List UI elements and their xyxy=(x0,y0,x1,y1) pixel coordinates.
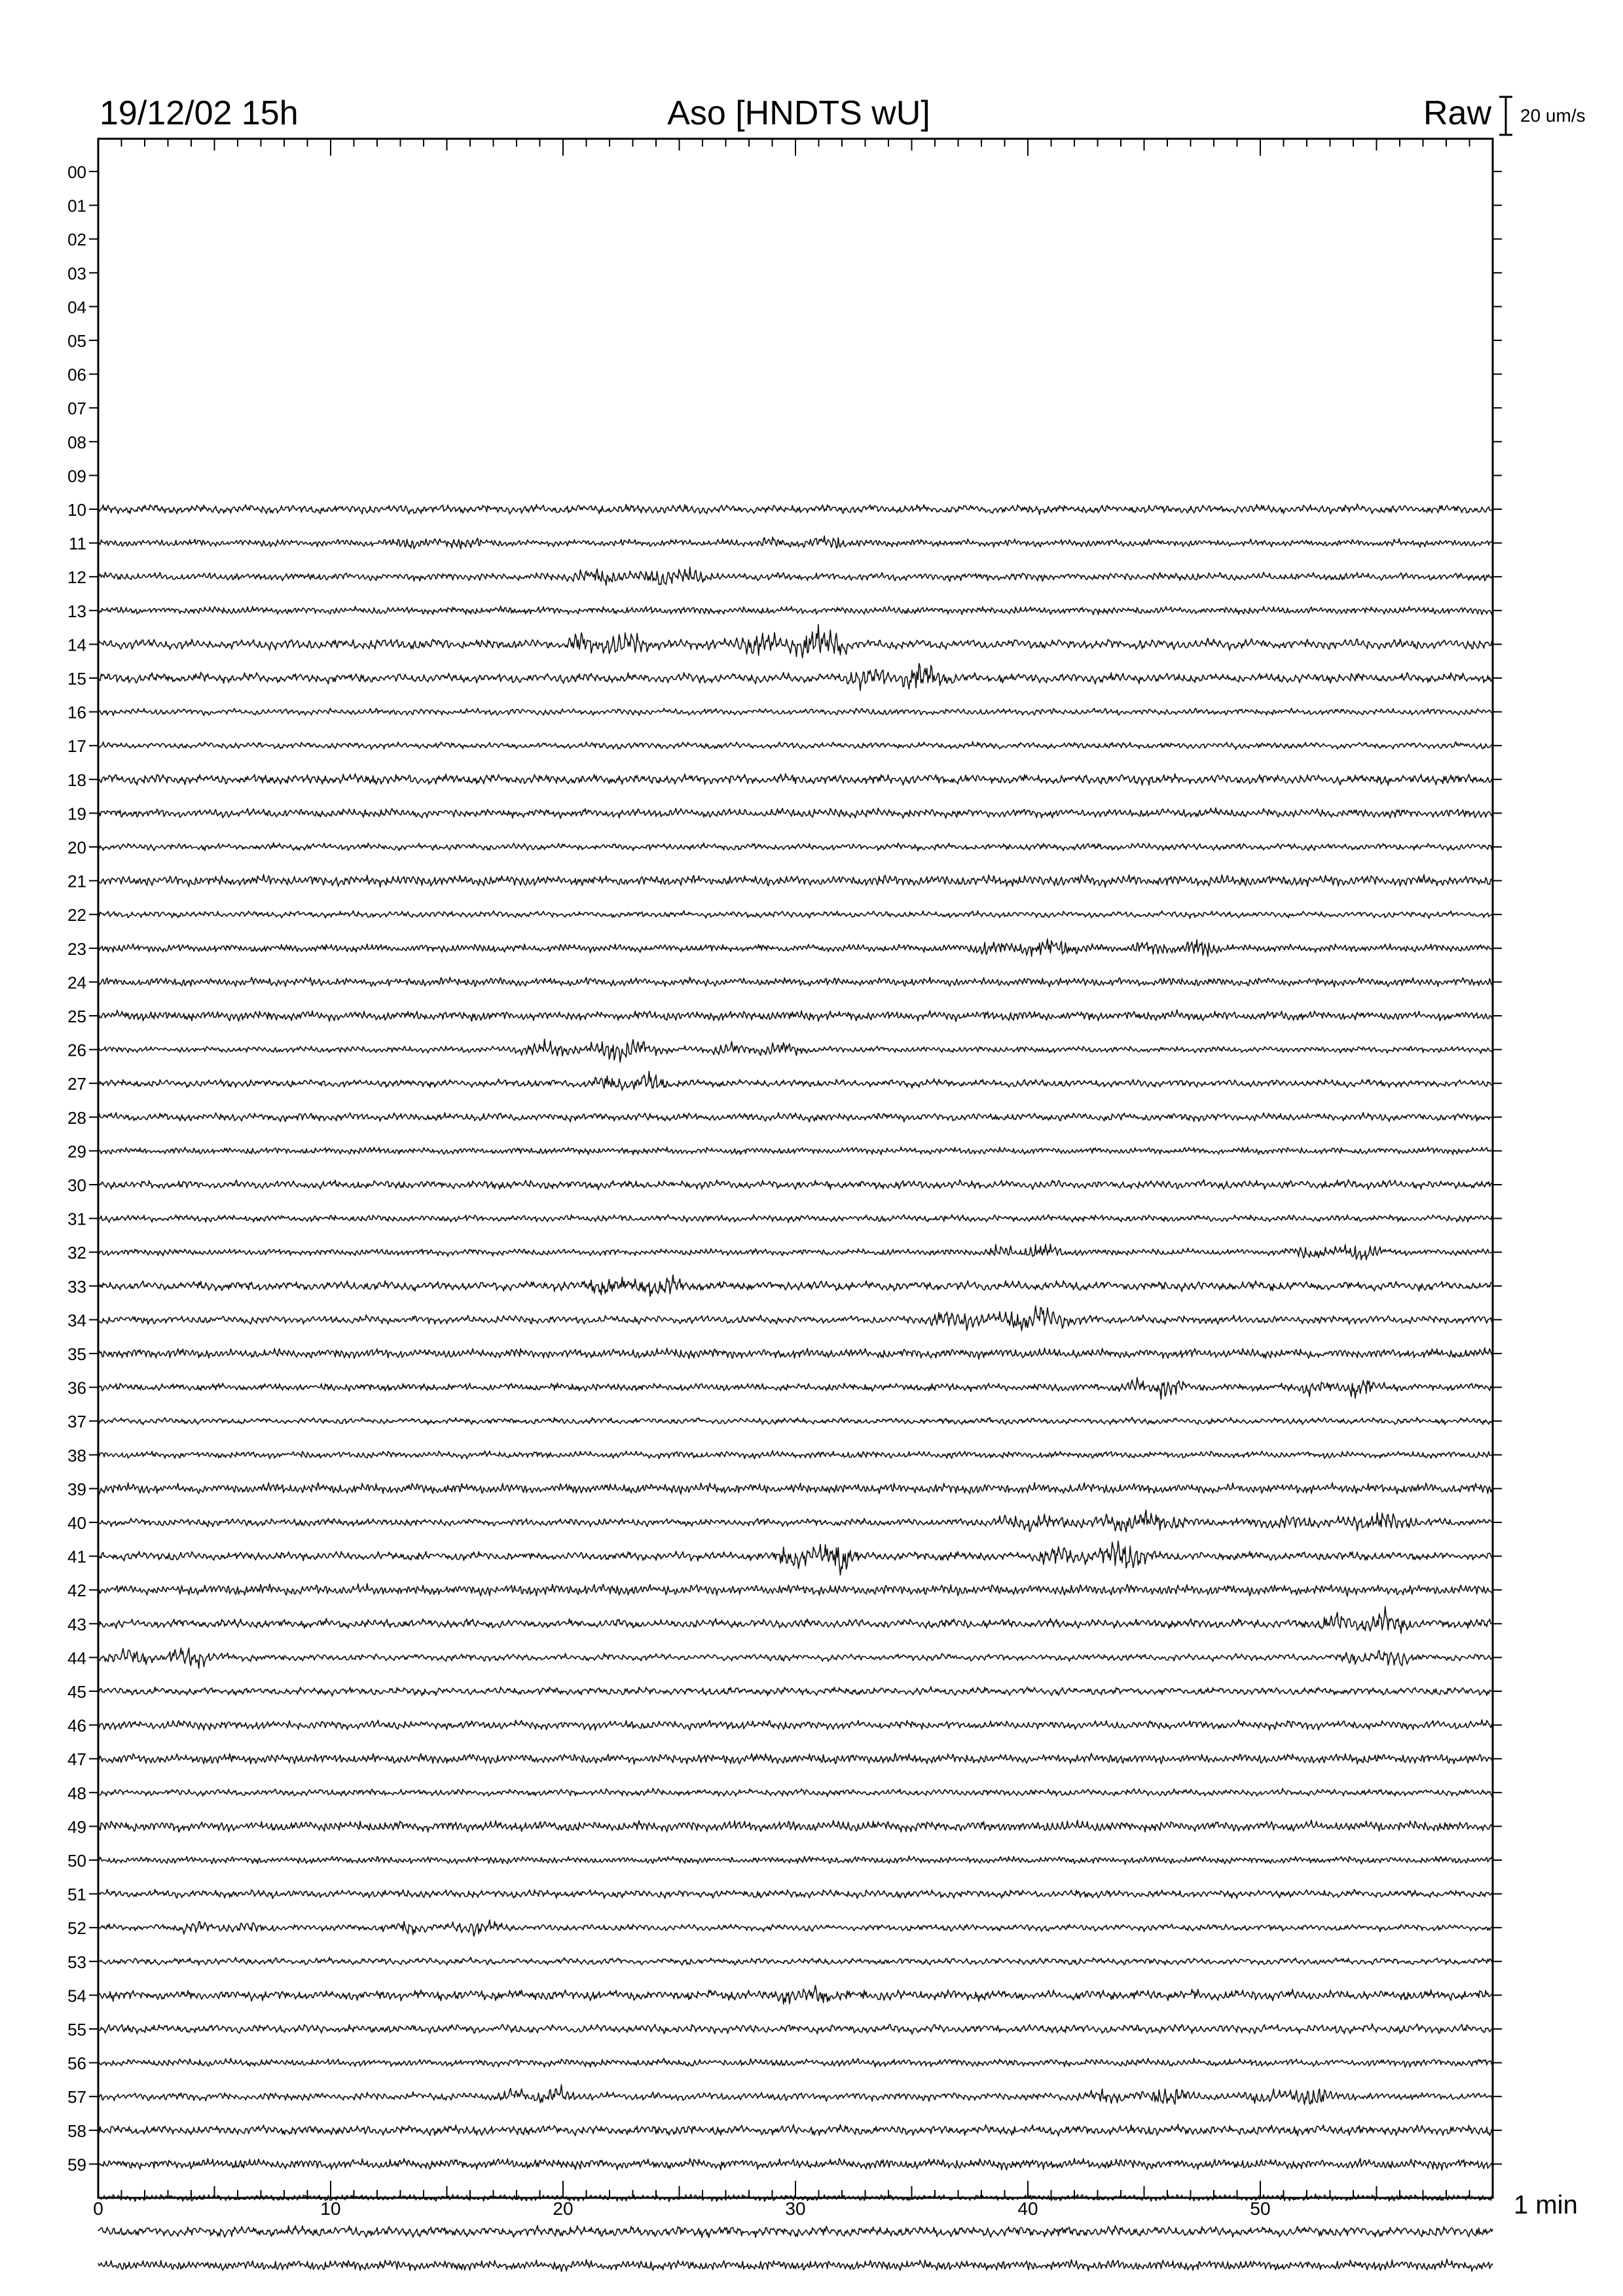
mode-label: Raw xyxy=(1423,94,1491,132)
row-label: 28 xyxy=(67,1107,86,1128)
row-label: 56 xyxy=(67,2053,86,2073)
row-label: 42 xyxy=(67,1581,86,1601)
row-label: 49 xyxy=(67,1817,86,1837)
trace-row-23 xyxy=(98,939,1493,957)
row-label: 19 xyxy=(67,804,86,824)
row-label: 03 xyxy=(67,263,86,283)
row-label: 01 xyxy=(67,196,86,216)
row-label: 12 xyxy=(67,567,86,588)
trace-row-10 xyxy=(98,504,1493,514)
trace-row-59 xyxy=(98,2159,1493,2170)
trace-row-18 xyxy=(98,774,1493,785)
trace-row-49 xyxy=(98,1820,1493,1832)
trace-row-51 xyxy=(98,1890,1493,1899)
trace-row-31 xyxy=(98,1215,1493,1223)
row-label: 07 xyxy=(67,399,86,419)
row-label: 32 xyxy=(67,1243,86,1263)
trace-row-56 xyxy=(98,2058,1493,2068)
row-label: 09 xyxy=(67,466,86,486)
row-label: 02 xyxy=(67,230,86,250)
trace-row-44 xyxy=(98,1648,1493,1668)
row-label: 54 xyxy=(67,1986,86,2006)
x-tick-label: 40 xyxy=(1017,2198,1038,2219)
trace-row-15 xyxy=(98,664,1493,691)
row-label: 43 xyxy=(67,1614,86,1634)
row-label: 17 xyxy=(67,736,86,757)
row-label: 22 xyxy=(67,905,86,925)
row-label: 58 xyxy=(67,2121,86,2141)
trace-row-28 xyxy=(98,1113,1493,1122)
row-label: 37 xyxy=(67,1412,86,1432)
trace-row-43 xyxy=(98,1607,1493,1634)
x-axis-label: 1 min xyxy=(1514,2191,1578,2219)
trace-row-41 xyxy=(98,1541,1493,1575)
row-label: 10 xyxy=(67,500,86,520)
trace-row-38 xyxy=(98,1450,1493,1459)
row-label: 46 xyxy=(67,1715,86,1736)
row-label: 44 xyxy=(67,1648,86,1668)
trace-row-57 xyxy=(98,2085,1493,2104)
row-label: 25 xyxy=(67,1007,86,1026)
header-datetime: 19/12/02 15h xyxy=(100,94,299,132)
row-label: 23 xyxy=(67,939,86,959)
row-label: 40 xyxy=(67,1513,86,1533)
trace-row-54 xyxy=(98,1985,1493,2004)
row-label: 27 xyxy=(67,1074,86,1094)
seismic-traces xyxy=(98,504,1493,2272)
row-label: 21 xyxy=(67,871,86,891)
row-label: 20 xyxy=(67,838,86,857)
row-label: 45 xyxy=(67,1682,86,1702)
trace-row-47 xyxy=(98,1753,1493,1765)
row-label: 35 xyxy=(67,1344,86,1364)
trace-row-29 xyxy=(98,1147,1493,1155)
chart-header xyxy=(100,94,1586,135)
row-label: 05 xyxy=(67,331,86,351)
trace-row-21 xyxy=(98,874,1493,888)
trace-row-36 xyxy=(98,1378,1493,1399)
x-tick-label: 20 xyxy=(553,2198,574,2219)
row-label: 51 xyxy=(67,1884,86,1905)
row-label: 26 xyxy=(67,1040,86,1060)
row-label: 55 xyxy=(67,2020,86,2039)
trace-row-55 xyxy=(98,2024,1493,2034)
trace-row-40 xyxy=(98,1510,1493,1532)
trace-row-24 xyxy=(98,977,1493,987)
row-label: 13 xyxy=(67,601,86,621)
trace-row-62 xyxy=(98,2259,1493,2272)
row-label: 30 xyxy=(67,1175,86,1195)
trace-row-22 xyxy=(98,910,1493,918)
row-label: 14 xyxy=(67,635,86,655)
row-label: 29 xyxy=(67,1141,86,1162)
trace-row-33 xyxy=(98,1275,1493,1297)
trace-row-42 xyxy=(98,1584,1493,1596)
trace-row-53 xyxy=(98,1958,1493,1965)
row-labels xyxy=(67,162,86,2174)
row-label: 47 xyxy=(67,1749,86,1770)
trace-row-48 xyxy=(98,1788,1493,1797)
trace-row-17 xyxy=(98,742,1493,749)
row-label: 24 xyxy=(67,973,86,993)
x-tick-label: 30 xyxy=(785,2198,806,2219)
trace-row-12 xyxy=(98,567,1493,585)
trace-row-30 xyxy=(98,1179,1493,1190)
trace-row-25 xyxy=(98,1010,1493,1022)
trace-row-46 xyxy=(98,1720,1493,1731)
row-label: 57 xyxy=(67,2087,86,2108)
row-label: 08 xyxy=(67,432,86,452)
row-label: 59 xyxy=(67,2155,86,2175)
trace-row-61 xyxy=(98,2225,1493,2237)
trace-row-34 xyxy=(98,1306,1493,1331)
row-label: 15 xyxy=(67,669,86,689)
row-label: 31 xyxy=(67,1209,86,1229)
row-label: 48 xyxy=(67,1783,86,1803)
trace-row-52 xyxy=(98,1920,1493,1936)
trace-row-32 xyxy=(98,1244,1493,1260)
trace-row-27 xyxy=(98,1071,1493,1090)
trace-row-45 xyxy=(98,1687,1493,1696)
row-label: 04 xyxy=(67,297,86,317)
row-label: 52 xyxy=(67,1918,86,1939)
x-tick-label: 50 xyxy=(1250,2198,1271,2219)
trace-row-11 xyxy=(98,536,1493,549)
trace-row-14 xyxy=(98,624,1493,658)
trace-row-39 xyxy=(98,1482,1493,1494)
trace-row-50 xyxy=(98,1856,1493,1865)
chart-title: Aso [HNDTS wU] xyxy=(667,94,930,132)
row-label: 34 xyxy=(67,1310,86,1331)
trace-row-26 xyxy=(98,1039,1493,1062)
trace-row-35 xyxy=(98,1348,1493,1359)
x-tick-label: 10 xyxy=(320,2198,341,2219)
amplitude-scale-bar xyxy=(1499,97,1512,135)
row-label: 11 xyxy=(69,533,86,554)
row-label: 06 xyxy=(67,365,86,385)
x-tick-label: 0 xyxy=(93,2198,103,2219)
row-label: 38 xyxy=(67,1445,86,1465)
row-label: 50 xyxy=(67,1851,86,1871)
amplitude-scale-label: 20 um/s xyxy=(1520,105,1586,126)
row-label: 18 xyxy=(67,770,86,790)
row-label: 39 xyxy=(67,1479,86,1499)
plot-frame xyxy=(98,139,1493,2198)
trace-row-58 xyxy=(98,2125,1493,2136)
row-label: 00 xyxy=(67,162,86,182)
trace-row-19 xyxy=(98,808,1493,818)
trace-row-13 xyxy=(98,606,1493,615)
row-label: 16 xyxy=(67,702,86,723)
trace-row-37 xyxy=(98,1417,1493,1424)
trace-row-20 xyxy=(98,843,1493,852)
row-label: 53 xyxy=(67,1952,86,1972)
x-axis xyxy=(93,2181,1493,2219)
row-label: 41 xyxy=(67,1547,86,1567)
trace-row-16 xyxy=(98,708,1493,715)
row-label: 36 xyxy=(67,1378,86,1398)
row-label: 33 xyxy=(67,1276,86,1297)
